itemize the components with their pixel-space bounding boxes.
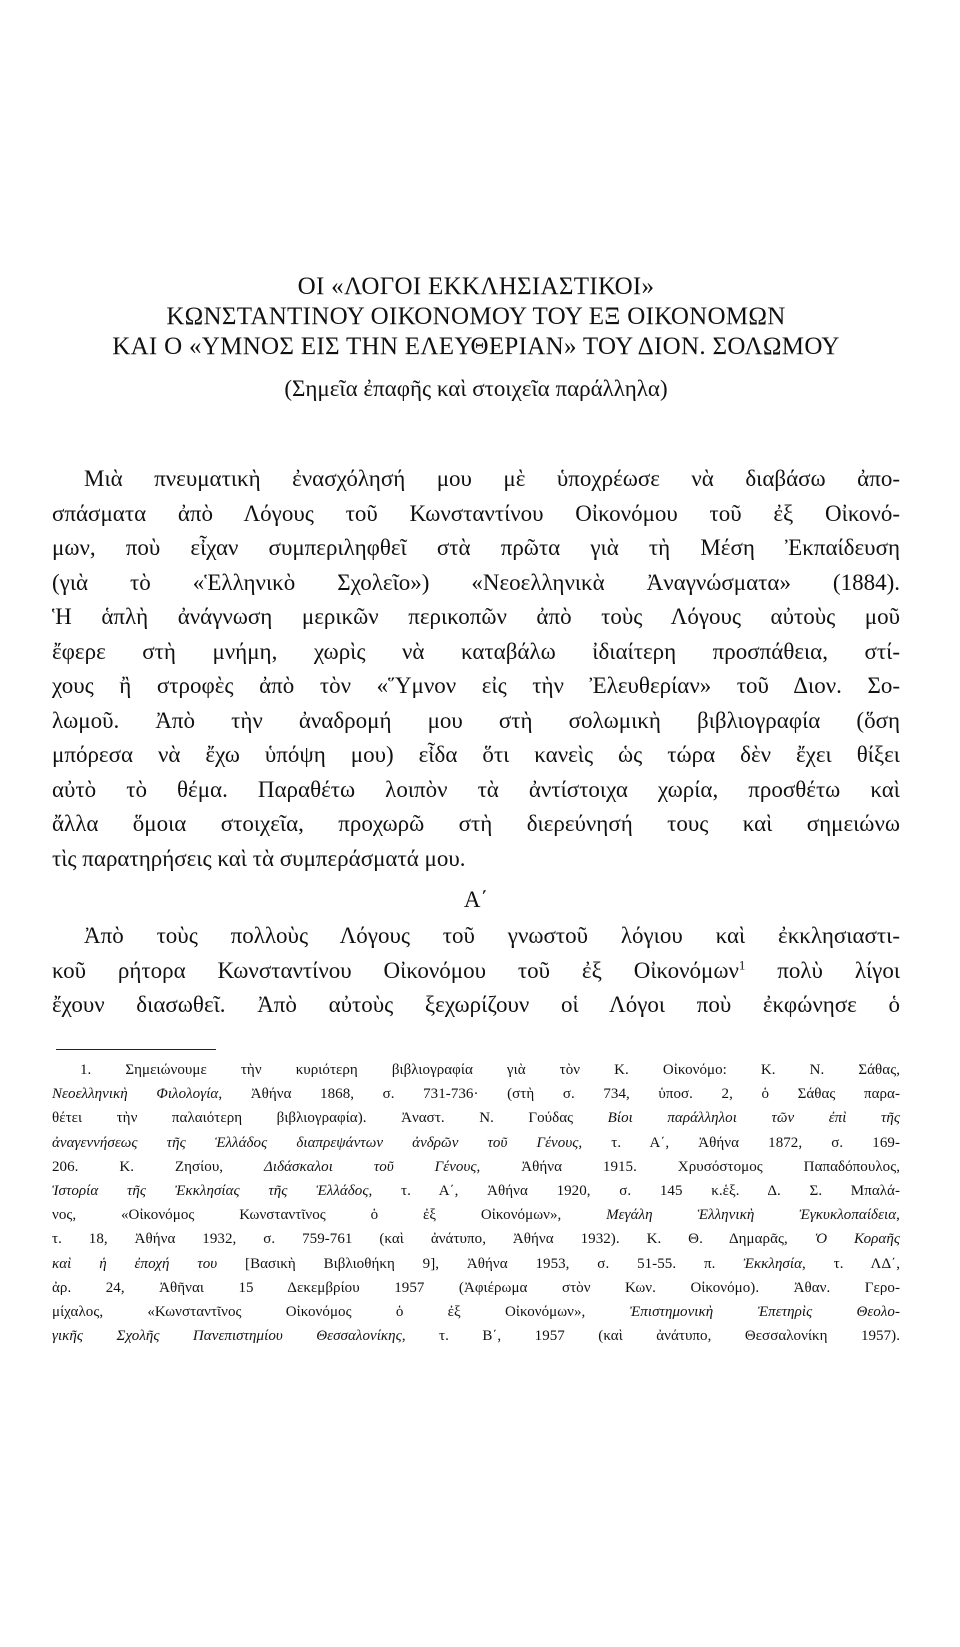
article-title	[52, 272, 900, 404]
footnote-text: [Βασικὴ Βιβλιοθήκη 9], Ἀθήνα 1953, σ. 51-55. π.	[245, 1255, 716, 1272]
section-line-1: Ἀπὸ τοὺς πολλοὺς Λόγους τοῦ γνωστοῦ λόγιου καὶ ἐκκλησιαστι-	[84, 923, 900, 948]
article-subtitle: (Σημεῖα ἐπαφῆς καὶ στοιχεῖα παράλληλα)	[284, 376, 668, 401]
page	[52, 0, 900, 1647]
footnote-citation-title: Νεοελληνικὴ Φιλολογία	[52, 1086, 219, 1103]
footnote-text: , τ. ΛΔ΄,	[802, 1255, 901, 1272]
footnote-1	[52, 1058, 900, 1348]
footnote-citation-title: Ἐκκλησία	[743, 1255, 803, 1272]
footnote-text: , τ. Α΄, Ἀθήνα 1920, σ. 145 κ.ἑξ. Δ. Σ. Μπαλά-	[368, 1183, 901, 1200]
intro-line: τὶς παρατηρήσεις καὶ τὰ συμπεράσματά μου.	[52, 845, 466, 871]
intro-line: ἔφερε στὴ μνήμη, χωρὶς νὰ καταβάλω ἰδιαίτερη προσπάθεια, στί-	[52, 638, 900, 664]
footnote-citation-title: Μεγάλη Ἑλληνικὴ Ἐγκυκλοπαίδεια	[606, 1207, 897, 1224]
footnote-line	[52, 1203, 900, 1227]
title-line-2: ΚΩΝΣΤΑΝΤΙΝΟΥ ΟΙΚΟΝΟΜΟΥ ΤΟΥ ΕΞ ΟΙΚΟΝΟΜΩΝ	[166, 303, 786, 330]
footnote-text: τ. 18, Ἀθήνα 1932, σ. 759-761 (καὶ ἀνάτυπο, Ἀθήνα 1932). Κ. Θ. Δημαρᾶς,	[52, 1231, 788, 1248]
intro-paragraph	[52, 462, 900, 876]
footnote-text: , τ. Β΄, 1957 (καὶ ἀνάτυπο, Θεσσαλονίκη 1957).	[401, 1328, 900, 1345]
footnote-citation-title: ἀναγεννήσεως τῆς Ἑλλάδος διαπρεψάντων ἀνδρῶν τοῦ Γένους	[52, 1134, 579, 1151]
footnote-citation-title: Ὁ Κοραῆς	[814, 1231, 900, 1248]
intro-line: χους ἢ στροφὲς ἀπὸ τὸν «Ὕμνον εἰς τὴν Ἐλευθερίαν» τοῦ Διον. Σο-	[52, 673, 900, 698]
title-line-3: ΚΑΙ Ο «ΥΜΝΟΣ ΕΙΣ ΤΗΝ ΕΛΕΥΘΕΡΙΑΝ» ΤΟΥ ΔΙΟΝ. ΣΟΛΩΜΟΥ	[112, 333, 840, 360]
footnote-divider	[56, 1049, 216, 1050]
footnote-citation-title: Ἱστορία τῆς Ἐκκλησίας τῆς Ἑλλάδος	[52, 1183, 369, 1200]
footnote-citation-title: γικῆς Σχολῆς Πανεπιστημίου Θεσσαλονίκης	[52, 1328, 402, 1345]
footnote-line: 1. Σημειώνουμε τὴν κυριότερη βιβλιογραφία γιὰ τὸν Κ. Οἰκονόμο: Κ. Ν. Σάθας,	[80, 1062, 900, 1078]
footnote-line: ἀρ. 24, Ἀθῆναι 15 Δεκεμβρίου 1957 (Ἀφιέρωμα στὸν Κων. Οἰκονόμο). Ἀθαν. Γερο-	[52, 1279, 900, 1296]
section-line-2-end: πολὺ λίγοι	[745, 957, 901, 983]
footnote-citation-title: Βίοι παράλληλοι τῶν ἐπὶ τῆς	[607, 1110, 900, 1127]
section-line-3: ἔχουν διασωθεῖ. Ἀπὸ αὐτοὺς ξεχωρίζουν οἱ Λόγοι ποὺ ἐκφώνησε ὁ	[52, 992, 900, 1017]
intro-line: σπάσματα ἀπὸ Λόγους τοῦ Κωνσταντίνου Οἰκονόμου τοῦ ἐξ Οἰκονό-	[52, 500, 900, 526]
footnote-text: , Ἀθήνα 1868, σ. 731-736· (στὴ σ. 734, ὑποσ. 2, ὁ Σάθας παρα-	[218, 1086, 900, 1103]
footnote-line	[52, 1106, 900, 1130]
intro-line: λωμοῦ. Ἀπὸ τὴν ἀναδρομή μου στὴ σολωμικὴ βιβλιογραφία (ὅση	[52, 707, 900, 733]
intro-line: Μιὰ πνευματικὴ ἐνασχόλησή μου μὲ ὑποχρέωσε νὰ διαβάσω ἀπο-	[84, 466, 900, 491]
footnote-text: νος, «Οἰκονόμος Κωνσταντῖνος ὁ ἐξ Οἰκονόμων»,	[52, 1207, 562, 1224]
footnote-line	[52, 1324, 900, 1348]
intro-line: αὐτὸ τὸ θέμα. Παραθέτω λοιπὸν τὰ ἀντίστοιχα χωρία, προσθέτω καὶ	[52, 776, 900, 802]
footnote-line	[52, 1252, 900, 1276]
intro-line: μων, ποὺ εἶχαν συμπεριληφθεῖ στὰ πρῶτα γιὰ τὴ Μέση Ἐκπαίδευση	[52, 535, 900, 560]
section-line-2-text: κοῦ ρήτορα Κωνσταντίνου Οἰκονόμου τοῦ ἐξ Οἰκονόμων	[52, 957, 739, 983]
intro-line: Ἡ ἁπλὴ ἀνάγνωση μερικῶν περικοπῶν ἀπὸ τοὺς Λόγους αὐτοὺς μοῦ	[52, 604, 900, 629]
footnote-line	[52, 1131, 900, 1155]
section-paragraph	[52, 919, 900, 1023]
section-line-2	[52, 954, 900, 989]
footnote-reference[interactable]: 1	[738, 956, 746, 972]
footnote-text: ,	[896, 1207, 900, 1224]
footnote-citation-title: Ἐπιστημονικὴ Ἐπετηρὶς Θεολο-	[629, 1304, 900, 1321]
footnote-line	[52, 1300, 900, 1324]
footnote-text: μίχαλος, «Κωνσταντῖνος Οἰκονόμος ὁ ἐξ Οἰκονόμων»,	[52, 1304, 586, 1321]
title-line-1: ΟΙ «ΛΟΓΟΙ ΕΚΚΛΗΣΙΑΣΤΙΚΟΙ»	[297, 273, 655, 300]
intro-line: μπόρεσα νὰ ἔχω ὑπόψη μου) εἶδα ὅτι κανεὶς ὡς τώρα δὲν ἔχει θίξει	[52, 742, 900, 767]
footnote-citation-title: Διδάσκαλοι τοῦ Γένους	[264, 1158, 477, 1175]
footnote-text: 206. Κ. Ζησίου,	[52, 1158, 224, 1175]
intro-line: (γιὰ τὸ «Ἑλληνικὸ Σχολεῖο») «Νεοελληνικὰ Ἀναγνώσματα» (1884).	[52, 569, 900, 595]
section-heading: Α΄	[463, 887, 489, 912]
intro-line: ἄλλα ὅμοια στοιχεῖα, προχωρῶ στὴ διερεύνησή τους καὶ σημειώνω	[52, 811, 900, 836]
footnote-text: θέτει τὴν παλαιότερη βιβλιογραφία). Ἀναστ. Ν. Γούδας	[52, 1110, 574, 1127]
footnote-line	[52, 1179, 900, 1203]
footnote-line	[52, 1155, 900, 1179]
footnote-line	[52, 1227, 900, 1251]
footnote-citation-title: καὶ ἡ ἐποχή του	[52, 1255, 218, 1272]
footnote-text: , τ. Α΄, Ἀθήνα 1872, σ. 169-	[578, 1134, 900, 1151]
footnote-line	[52, 1082, 900, 1106]
footnote-text: , Ἀθήνα 1915. Χρυσόστομος Παπαδόπουλος,	[476, 1158, 900, 1175]
